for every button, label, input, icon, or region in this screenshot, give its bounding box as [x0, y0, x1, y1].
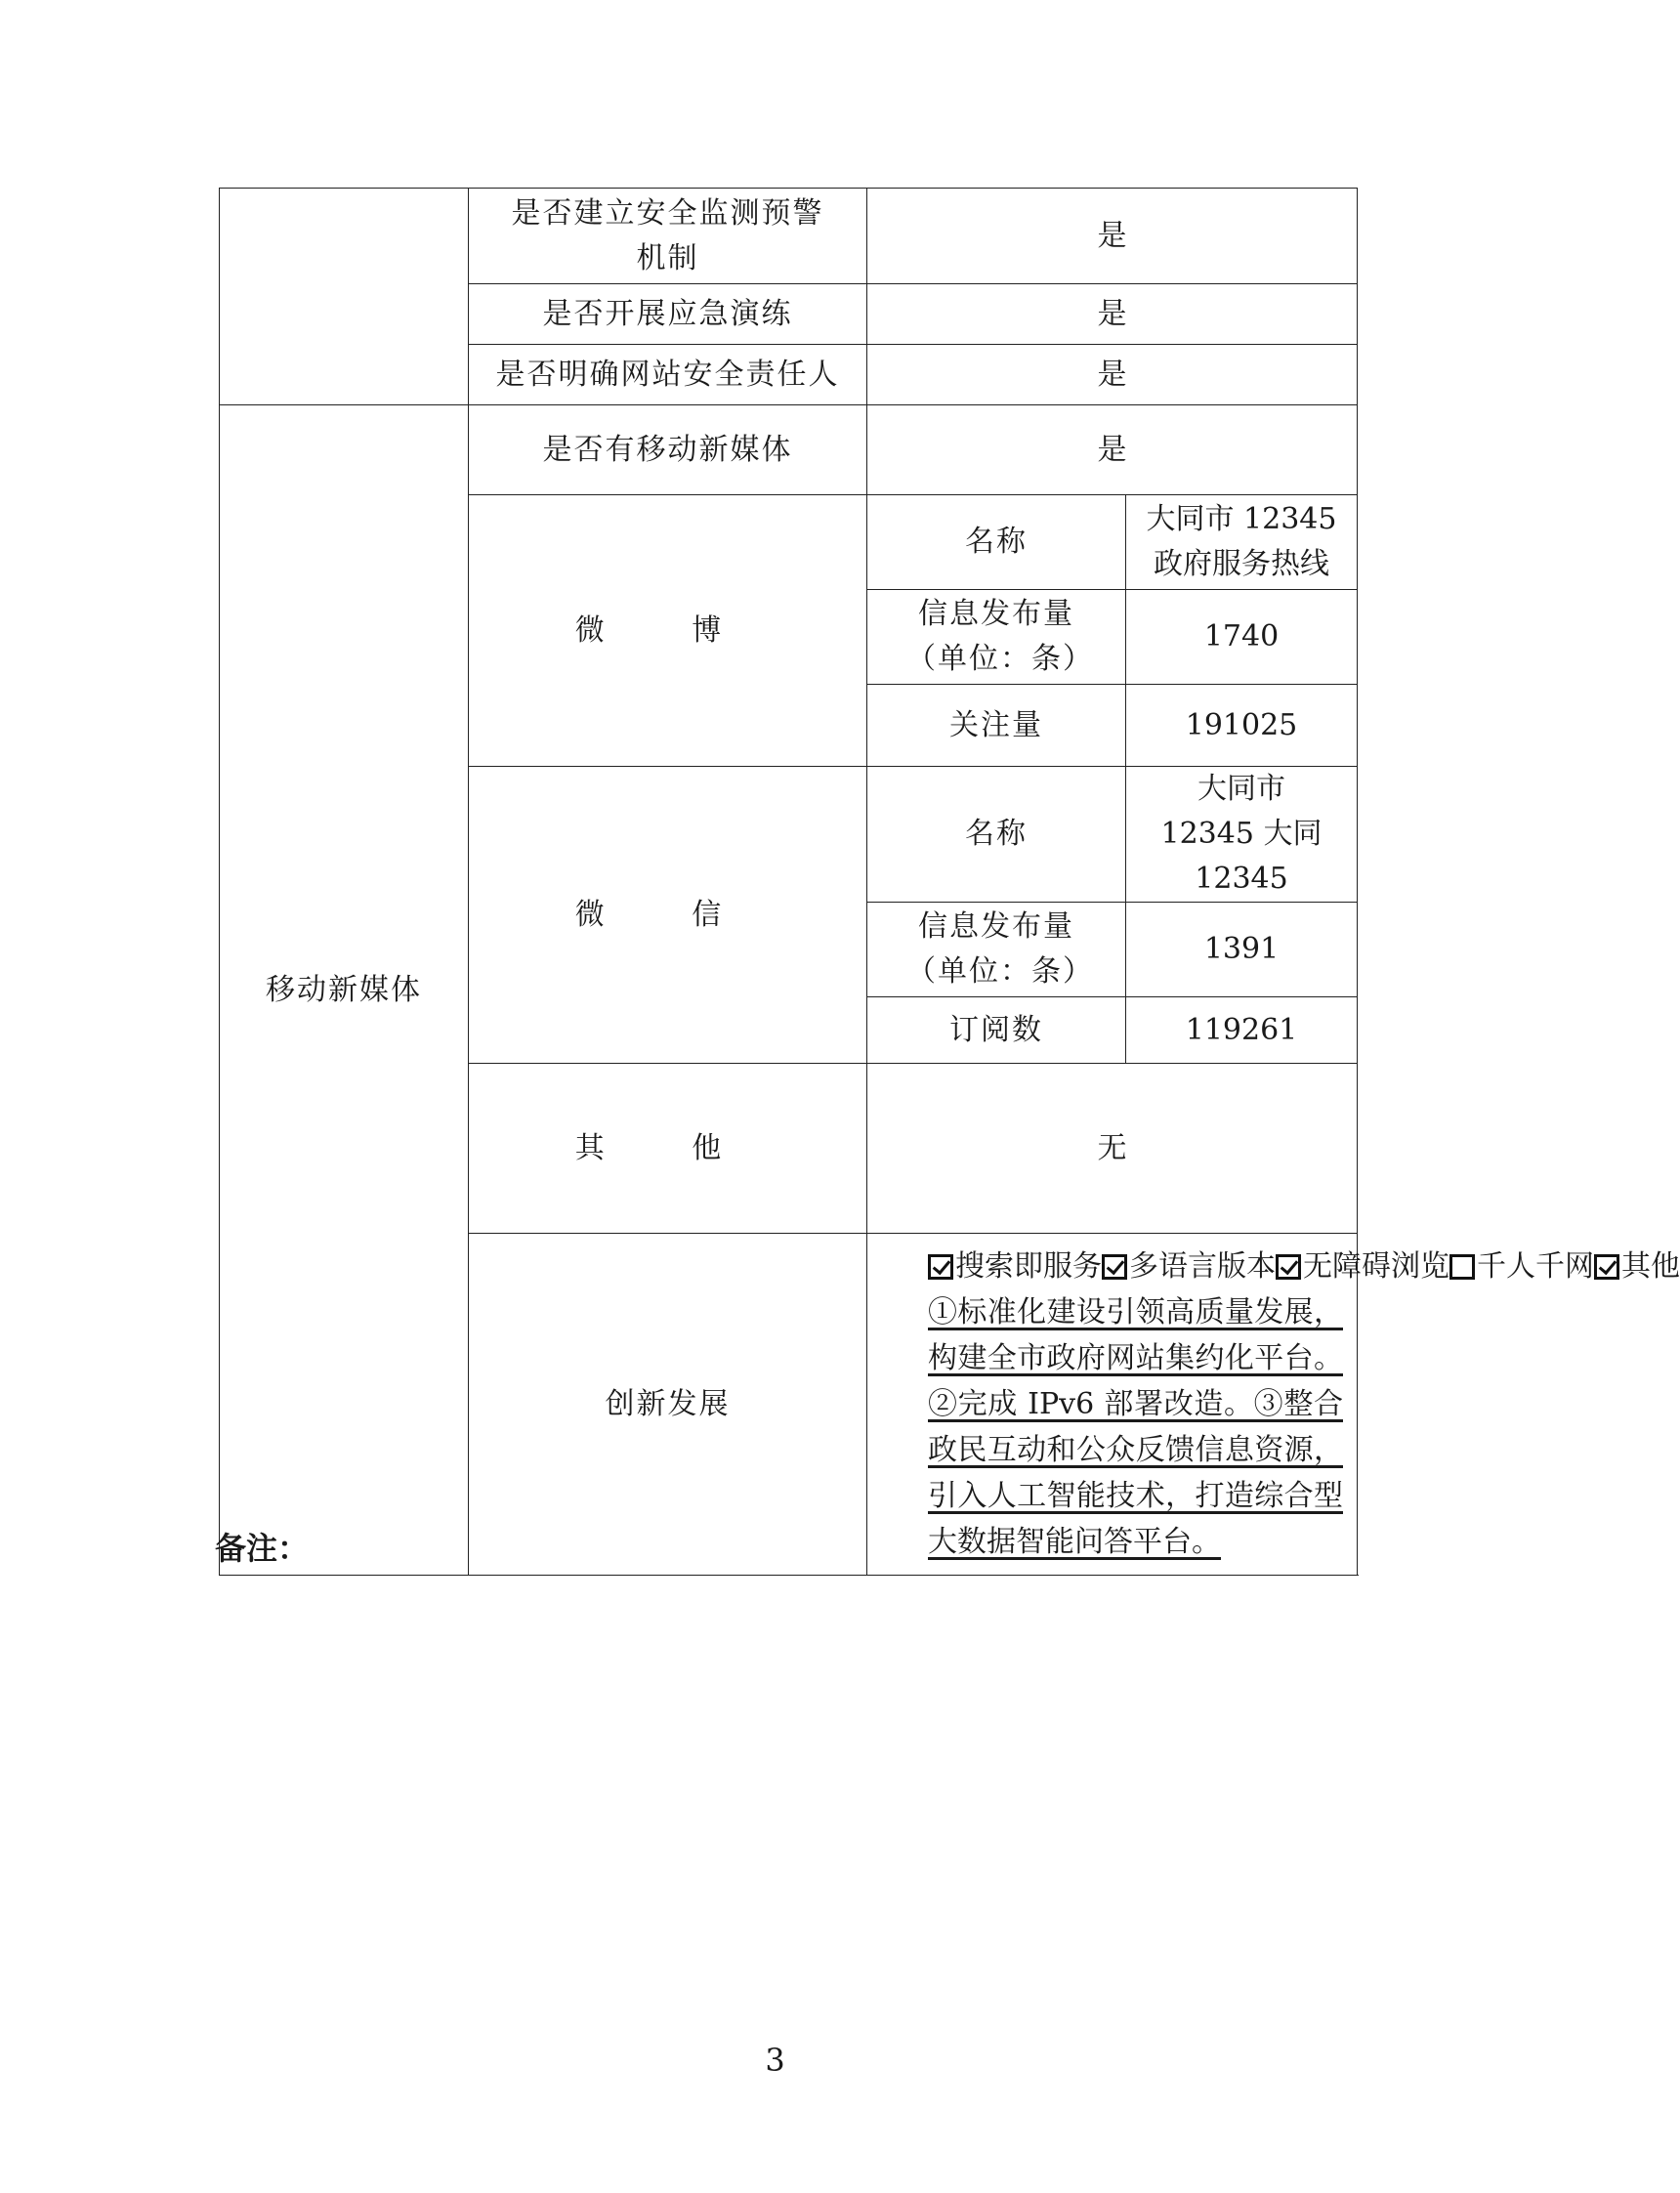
security-monitoring-value: 是 — [867, 189, 1358, 284]
option-accessibility: 无障碍浏览 — [1276, 1249, 1449, 1284]
checkbox-checked-icon — [1594, 1254, 1619, 1280]
wechat-posts-label: 信息发布量（单位：条） — [867, 903, 1126, 997]
checkbox-checked-icon — [1276, 1254, 1301, 1280]
option-multilingual: 多语言版本 — [1102, 1249, 1276, 1284]
innovation-content-cell — [867, 1234, 1680, 1576]
other-media-value: 无 — [867, 1064, 1358, 1234]
security-officer-label: 是否明确网站安全责任人 — [469, 345, 867, 405]
option-search-service: 搜索即服务 — [928, 1249, 1102, 1284]
checkbox-unchecked-icon — [1449, 1254, 1475, 1280]
weibo-label: 微 博 — [469, 495, 867, 767]
emergency-drill-value: 是 — [867, 284, 1358, 345]
weibo-followers-value: 191025 — [1126, 685, 1358, 767]
security-monitoring-label: 是否建立安全监测预警机制 — [469, 189, 867, 284]
has-mobile-media-value: 是 — [867, 405, 1358, 495]
wechat-subscribers-label: 订阅数 — [867, 997, 1126, 1064]
wechat-posts-value: 1391 — [1126, 903, 1358, 997]
innovation-options — [928, 1244, 1680, 1289]
table-row — [220, 405, 1358, 495]
weibo-posts-label: 信息发布量（单位：条） — [867, 590, 1126, 685]
has-mobile-media-label: 是否有移动新媒体 — [469, 405, 867, 495]
checkbox-checked-icon — [1102, 1254, 1127, 1280]
innovation-category-cell: 创新发展 — [469, 1234, 867, 1576]
wechat-label: 微 信 — [469, 767, 867, 1064]
wechat-name-value: 大同市 12345 大同 12345 — [1126, 767, 1358, 903]
wechat-subscribers-value: 119261 — [1126, 997, 1358, 1064]
weibo-name-value: 大同市 12345 政府服务热线 — [1126, 495, 1358, 590]
remark-label: 备注： — [215, 1530, 310, 1567]
innovation-description: ①标准化建设引领高质量发展，构建全市政府网站集约化平台。②完成 IPv6 部署改造。③整合政民互动和公众反馈信息资源，引入人工智能技术，打造综合型大数据智能问答平台。 — [928, 1295, 1343, 1559]
wechat-name-label: 名称 — [867, 767, 1126, 903]
report-table — [219, 188, 1680, 1576]
option-other: 其他 — [1594, 1249, 1680, 1284]
option-personalized: 千人千网 — [1449, 1249, 1594, 1284]
weibo-name-label: 名称 — [867, 495, 1126, 590]
mobile-category-cell: 移动新媒体 — [220, 405, 469, 1576]
other-media-label: 其 他 — [469, 1064, 867, 1234]
table-row — [220, 189, 1358, 284]
page-number: 3 — [765, 2042, 785, 2079]
security-officer-value: 是 — [867, 345, 1358, 405]
weibo-posts-value: 1740 — [1126, 590, 1358, 685]
weibo-followers-label: 关注量 — [867, 685, 1126, 767]
checkbox-checked-icon — [928, 1254, 953, 1280]
security-category-cell — [220, 189, 469, 405]
emergency-drill-label: 是否开展应急演练 — [469, 284, 867, 345]
